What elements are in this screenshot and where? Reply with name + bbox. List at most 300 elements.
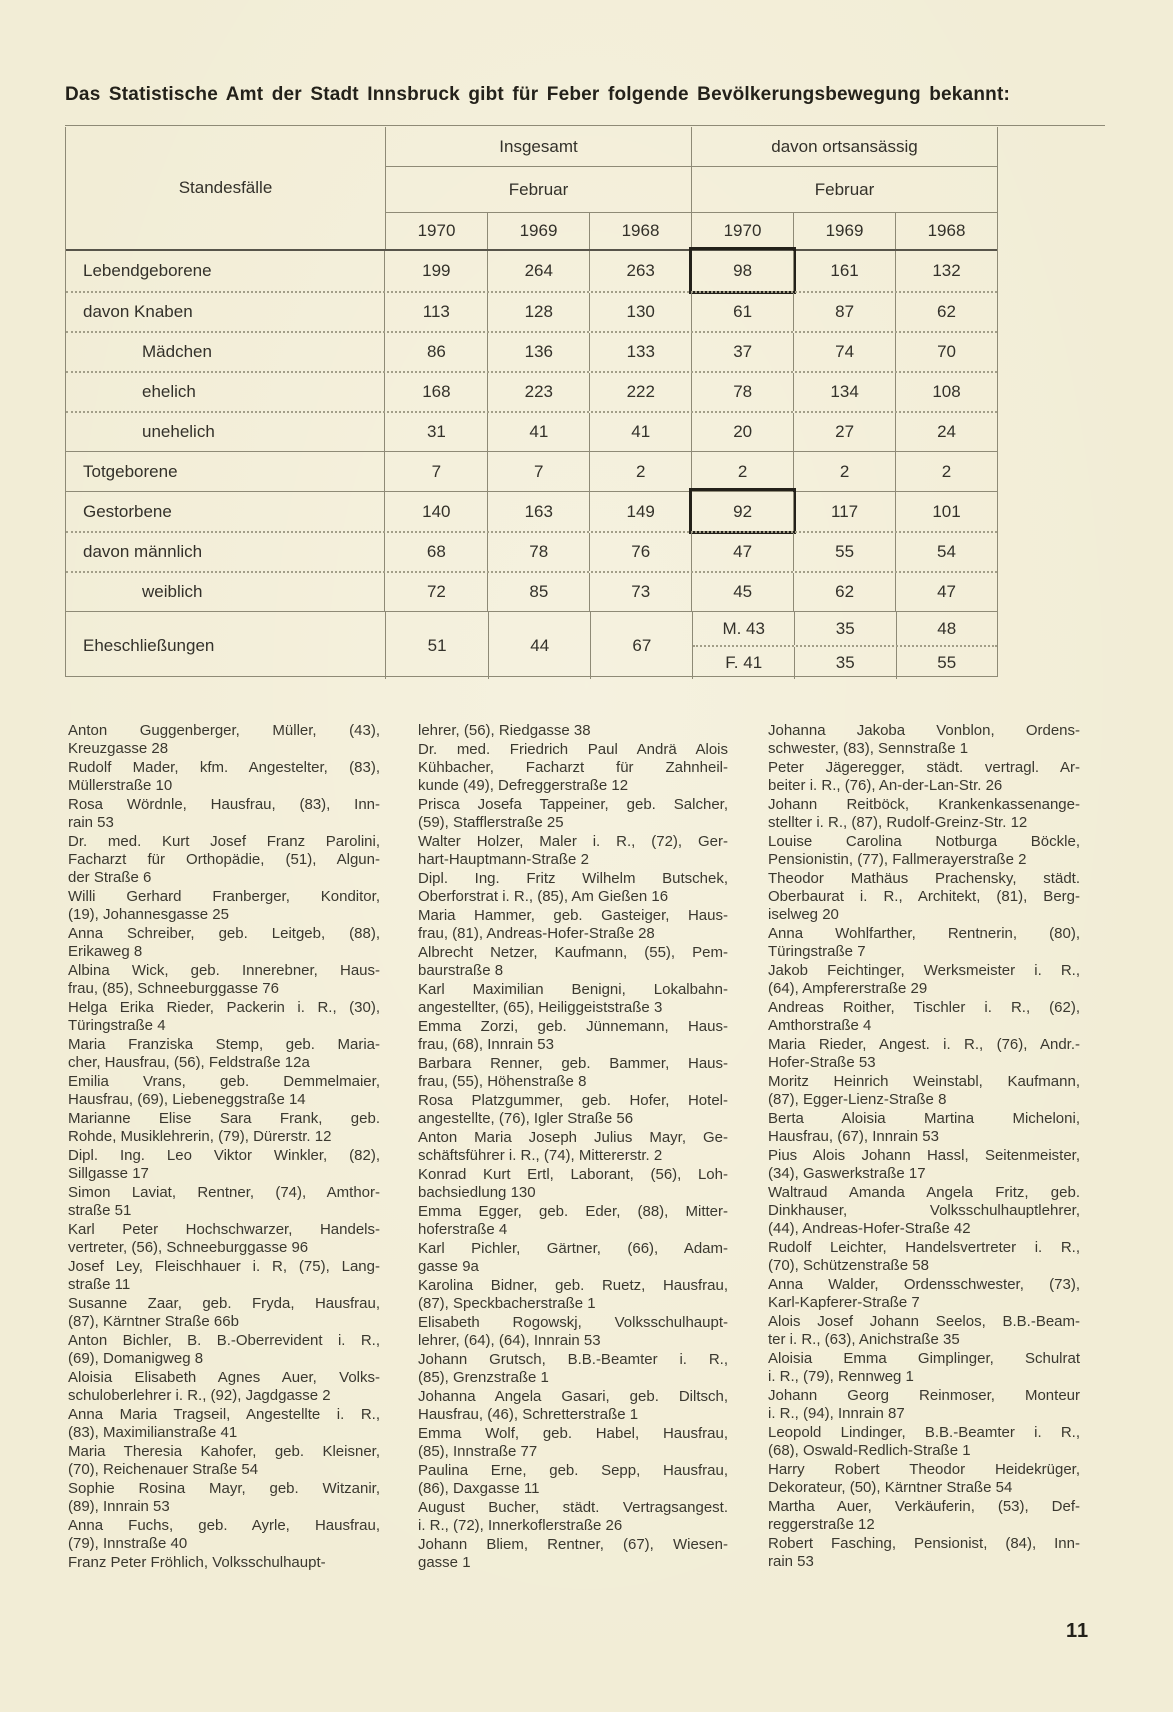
death-notice-line: Anna Schreiber, geb. Leitgeb, (88), [68, 925, 380, 942]
page-number: 11 [1066, 1620, 1090, 1642]
group-label: Insgesamt [386, 127, 691, 167]
death-notice-line: Maria Franziska Stemp, geb. Maria- [68, 1036, 380, 1053]
death-notice-line: ter i. R., (63), Anichstraße 35 [768, 1331, 960, 1348]
table-cell: 78 [487, 533, 589, 571]
death-notice-entry [418, 1018, 728, 1054]
death-notice-line: Andreas Roither, Tischler i. R., (62), [768, 999, 1080, 1016]
death-notice-entry [768, 1498, 1080, 1534]
death-notice-entry [68, 833, 380, 887]
table-cell: 2 [793, 452, 895, 491]
death-notice-line: (85), Grenzstraße 1 [418, 1369, 549, 1386]
death-notice-line: Emma Egger, geb. Eder, (88), Mitter- [418, 1203, 728, 1220]
death-notice-entry [68, 925, 380, 961]
death-notice-entry [68, 1110, 380, 1146]
table-cell: 45 [691, 573, 793, 611]
death-notice-entry [768, 999, 1080, 1035]
table-cell: 37 [691, 333, 793, 371]
death-notice-line: der Straße 6 [68, 869, 152, 886]
death-notice-entry [418, 1314, 728, 1350]
death-notice-line: Dinkhauser, Volksschulhauptlehrer, [768, 1202, 1080, 1219]
death-notice-line: gasse 1 [418, 1554, 471, 1571]
death-notice-entry [418, 1055, 728, 1091]
death-notice-line: Anna Maria Tragseil, Angestellte i. R., [68, 1406, 380, 1423]
death-notice-line: Maria Theresia Kahofer, geb. Kleisner, [68, 1443, 380, 1460]
death-notice-line: Pensionistin, (77), Fallmerayerstraße 2 [768, 851, 1027, 868]
table-cell: 27 [793, 413, 895, 451]
death-notice-line: Dipl. Ing. Fritz Wilhelm Butschek, [418, 870, 728, 887]
death-notice-line: kunde (49), Defreggerstraße 12 [418, 777, 629, 794]
death-notice-entry [68, 888, 380, 924]
death-notice-line: Aloisia Elisabeth Agnes Auer, Volks- [68, 1369, 380, 1386]
table-cell: 199 [422, 261, 451, 280]
death-notice-entry [768, 1073, 1080, 1109]
death-notice-entry [768, 1535, 1080, 1571]
table-cell: 161 [793, 251, 895, 291]
page-title: Das Statistische Amt der Stadt Innsbruck gibt für Feber folgende Bevölkerungsbewegung bekannt: [65, 84, 1010, 105]
death-notice-line: Albina Wick, geb. Innerebner, Haus- [68, 962, 380, 979]
death-notice-entry [768, 1276, 1080, 1312]
death-notice-line: Karl Maximilian Benigni, Lokalbahn- [418, 981, 728, 998]
death-notice-line: baurstraße 8 [418, 962, 504, 979]
table-cell: 62 [793, 573, 895, 611]
table-cell: 134 [793, 373, 895, 411]
group-sub-label: Februar [386, 167, 691, 213]
year-header-cell: 1970 [723, 221, 762, 240]
row-label: Mädchen [66, 333, 385, 371]
death-notice-entry [418, 741, 728, 795]
death-notice-line: Oberforstrat i. R., (85), Am Gießen 16 [418, 888, 669, 905]
group-label: davon ortsansässig [692, 127, 997, 167]
death-notice-line: August Bucher, städt. Vertragsangest. [418, 1499, 728, 1516]
table-cell: 31 [426, 422, 446, 441]
row-label: Totgeborene [66, 452, 385, 491]
death-notice-line: reggerstraße 12 [768, 1516, 875, 1533]
row-label: Gestorbene [66, 492, 385, 531]
death-notice-line: Franz Peter Fröhlich, Volksschulhaupt- [68, 1554, 326, 1571]
marriages-local-cells [692, 612, 997, 679]
table-cell: 48 [896, 612, 998, 645]
table-cell: 133 [589, 333, 691, 371]
table-cell: 2 [691, 452, 793, 491]
table-row [66, 251, 997, 291]
death-notice-entry [68, 1073, 380, 1109]
table-cell: 149 [589, 492, 691, 531]
death-notice-line: vertreter, (56), Schneeburggasse 96 [68, 1239, 309, 1256]
death-notice-line: (44), Andreas-Hofer-Straße 42 [768, 1220, 971, 1237]
table-cell: 41 [487, 413, 589, 451]
table-cell: 2 [589, 452, 691, 491]
table-cell: 35 [794, 647, 896, 679]
row-label: Eheschließungen [66, 612, 386, 679]
death-notice-line: Emma Wolf, geb. Habel, Hausfrau, [418, 1425, 728, 1442]
death-notice-entry [418, 796, 728, 832]
table-cell: 264 [487, 251, 589, 291]
table-row [66, 491, 997, 531]
marriages-subrow [693, 645, 997, 679]
death-notice-line: rain 53 [68, 814, 114, 831]
death-notice-entry [768, 870, 1080, 924]
death-notice-entry [768, 925, 1080, 961]
death-notice-entry [768, 1147, 1080, 1183]
group-sub-label: Februar [692, 167, 997, 213]
death-notice-entry [68, 1036, 380, 1072]
table-row [66, 411, 997, 451]
death-notice-line: Walter Holzer, Maler i. R., (72), Ger- [418, 833, 728, 850]
death-notice-line: Johann Georg Reinmoser, Monteur [768, 1387, 1080, 1404]
death-notice-entry [68, 1332, 380, 1368]
death-notice-line: Rudolf Mader, kfm. Angestelter, (83), [68, 759, 380, 776]
death-notice-entry [418, 722, 728, 740]
row-label: davon Knaben [66, 293, 385, 331]
death-notice-line: schäftsführer i. R., (74), Mittererstr. 2 [418, 1147, 663, 1164]
death-notice-line: i. R., (72), Innerkoflerstraße 26 [418, 1517, 623, 1534]
table-cell: 263 [589, 251, 691, 291]
death-notice-line: (70), Reichenauer Straße 54 [68, 1461, 259, 1478]
death-notice-line: Kühbacher, Facharzt für Zahnheil- [418, 759, 728, 776]
death-notice-line: Anna Fuchs, geb. Ayrle, Hausfrau, [68, 1517, 380, 1534]
death-notice-line: Sophie Rosina Mayr, geb. Witzanir, [68, 1480, 380, 1497]
death-notice-line: Willi Gerhard Franberger, Konditor, [68, 888, 380, 905]
table-cell: 55 [896, 647, 998, 679]
death-notice-line: Aloisia Emma Gimplinger, Schulrat [768, 1350, 1080, 1367]
death-notice-line: beiter i. R., (76), An-der-Lan-Str. 26 [768, 777, 1003, 794]
death-notice-entry [418, 1203, 728, 1239]
death-notice-line: i. R., (94), Innrain 87 [768, 1405, 905, 1422]
table-cell: M. 43 [722, 618, 765, 638]
death-notice-line: Kreuzgasse 28 [68, 740, 169, 757]
death-notice-entry [418, 1351, 728, 1387]
death-notice-line: Türingstraße 7 [768, 943, 866, 960]
death-notice-entry [68, 1258, 380, 1294]
death-notice-line: Rosa Platzgummer, geb. Hofer, Hotel- [418, 1092, 728, 1109]
death-notice-line: Dipl. Ing. Leo Viktor Winkler, (82), [68, 1147, 380, 1164]
table-body [66, 249, 997, 611]
death-notice-line: Louise Carolina Notburga Böckle, [768, 833, 1080, 850]
table-cell: 47 [895, 573, 997, 611]
death-notice-entry [68, 796, 380, 832]
death-notice-line: Harry Robert Theodor Heidekrüger, [768, 1461, 1080, 1478]
table-cell: 223 [487, 373, 589, 411]
death-notice-line: Rohde, Musiklehrerin, (79), Dürerstr. 12 [68, 1128, 332, 1145]
death-notice-line: Johann Reitböck, Krankenkassenange- [768, 796, 1080, 813]
death-notice-line: (34), Gaswerkstraße 17 [768, 1165, 926, 1182]
death-notice-line: Barbara Renner, geb. Bammer, Haus- [418, 1055, 728, 1072]
death-notice-entry [768, 1350, 1080, 1386]
death-notice-entry [418, 1425, 728, 1461]
table-cell: F. 41 [725, 653, 763, 673]
table-cell: 140 [422, 501, 451, 521]
death-notice-line: Maria Hammer, geb. Gasteiger, Haus- [418, 907, 728, 924]
necrology-column-1 [68, 722, 380, 1573]
table-cell: 163 [487, 492, 589, 531]
death-notice-entry [418, 1277, 728, 1313]
table-cell: 85 [487, 573, 589, 611]
table-cell: 47 [691, 533, 793, 571]
death-notice-line: Johanna Jakoba Vonblon, Ordens- [768, 722, 1080, 739]
death-notice-line: (79), Innstraße 40 [68, 1535, 188, 1552]
death-notice-entry [68, 1443, 380, 1479]
death-notice-line: Peter Jägeregger, städt. vertragl. Ar- [768, 759, 1080, 776]
death-notice-entry [418, 1536, 728, 1572]
table-cell: 98 [691, 251, 793, 291]
table-cell: 72 [426, 582, 446, 601]
death-notice-entry [68, 1480, 380, 1516]
death-notice-line: gasse 9a [418, 1258, 479, 1275]
death-notice-line: straße 11 [68, 1276, 131, 1293]
death-notice-line: Emilia Vrans, geb. Demmelmaier, [68, 1073, 380, 1090]
table-cell: 113 [422, 302, 450, 321]
death-notice-line: Robert Fasching, Pensionist, (84), Inn- [768, 1535, 1080, 1552]
death-notice-line: (68), Oswald-Redlich-Straße 1 [768, 1442, 971, 1459]
death-notice-entry [768, 759, 1080, 795]
table-cell: 130 [589, 293, 691, 331]
table-cell: 74 [793, 333, 895, 371]
death-notice-line: Rosa Wördnle, Hausfrau, (83), Inn- [68, 796, 380, 813]
death-notice-line: iselweg 20 [768, 906, 839, 923]
death-notice-line: Prisca Josefa Tappeiner, geb. Salcher, [418, 796, 728, 813]
table-cell: 86 [426, 342, 446, 361]
table-row [66, 291, 997, 331]
death-notice-entry [418, 1499, 728, 1535]
death-notice-line: Albrecht Netzer, Kaufmann, (55), Pem- [418, 944, 728, 961]
death-notice-line: (64), Ampfererstraße 29 [768, 980, 928, 997]
year-header-cell: 1969 [793, 213, 895, 249]
table-row [66, 531, 997, 571]
table-cell: 55 [793, 533, 895, 571]
table-cell: 7 [487, 452, 589, 491]
death-notice-line: Hausfrau, (67), Innrain 53 [768, 1128, 939, 1145]
table-cell: 78 [691, 373, 793, 411]
death-notice-entry [768, 1424, 1080, 1460]
death-notice-line: Pius Alois Johann Hassl, Seitenmeister, [768, 1147, 1080, 1164]
table-cell: 136 [487, 333, 589, 371]
death-notice-line: (86), Daxgasse 11 [418, 1480, 540, 1497]
necrology-column-3 [768, 722, 1080, 1572]
death-notice-entry [768, 1461, 1080, 1497]
death-notice-entry [418, 833, 728, 869]
table-cell: 62 [895, 293, 997, 331]
table-cell: 222 [589, 373, 691, 411]
death-notice-line: Waltraud Amanda Angela Fritz, geb. [768, 1184, 1080, 1201]
death-notice-line: (89), Innrain 53 [68, 1498, 170, 1515]
death-notice-line: Rudolf Leichter, Handelsvertreter i. R., [768, 1239, 1080, 1256]
death-notice-line: Susanne Zaar, geb. Fryda, Hausfrau, [68, 1295, 380, 1312]
death-notice-entry [68, 1554, 380, 1572]
death-notice-entry [768, 796, 1080, 832]
death-notice-line: Anton Bichler, B. B.-Oberrevident i. R., [68, 1332, 380, 1349]
table-cell: 68 [426, 542, 446, 561]
death-notice-line: bachsiedlung 130 [418, 1184, 536, 1201]
table-cell: 44 [488, 612, 590, 679]
table-cell: 67 [590, 612, 692, 679]
death-notice-line: Leopold Lindinger, B.B.-Beamter i. R., [768, 1424, 1080, 1441]
death-notice-line: Dr. med. Kurt Josef Franz Parolini, [68, 833, 380, 850]
death-notice-line: Emma Zorzi, geb. Jünnemann, Haus- [418, 1018, 728, 1035]
death-notice-line: Moritz Heinrich Weinstabl, Kaufmann, [768, 1073, 1080, 1090]
death-notice-line: Anna Wohlfarther, Rentnerin, (80), [768, 925, 1080, 942]
table-cell: 168 [422, 382, 451, 401]
death-notice-entry [418, 981, 728, 1017]
death-notice-line: Elisabeth Rogowskj, Volksschulhaupt- [418, 1314, 728, 1331]
table-cell: 70 [895, 333, 997, 371]
death-notice-entry [68, 1184, 380, 1220]
death-notice-entry [68, 759, 380, 795]
death-notice-entry [68, 1369, 380, 1405]
title-rule [65, 125, 1105, 126]
death-notice-line: Alois Josef Johann Seelos, B.B.-Beam- [768, 1313, 1080, 1330]
death-notice-line: Facharzt für Orthopädie, (51), Algun- [68, 851, 380, 868]
death-notice-entry [418, 1166, 728, 1202]
death-notice-line: Johann Bliem, Rentner, (67), Wiesen- [418, 1536, 728, 1553]
death-notice-line: Karl Peter Hochschwarzer, Handels- [68, 1221, 380, 1238]
death-notice-line: (87), Egger-Lienz-Straße 8 [768, 1091, 947, 1108]
death-notice-line: Konrad Kurt Ertl, Laborant, (56), Loh- [418, 1166, 728, 1183]
death-notice-entry [418, 1240, 728, 1276]
death-notice-entry [418, 944, 728, 980]
table-header-group [691, 127, 997, 249]
table-cell: 108 [895, 373, 997, 411]
death-notice-line: Johanna Angela Gasari, geb. Diltsch, [418, 1388, 728, 1405]
death-notice-line: frau, (55), Höhenstraße 8 [418, 1073, 587, 1090]
death-notice-line: Hausfrau, (46), Schretterstraße 1 [418, 1406, 639, 1423]
death-notice-line: Müllerstraße 10 [68, 777, 173, 794]
death-notice-line: lehrer, (56), Riedgasse 38 [418, 722, 591, 739]
death-notice-entry [68, 1517, 380, 1553]
table-cell: 92 [691, 492, 793, 531]
death-notice-line: Marianne Elise Sara Frank, geb. [68, 1110, 380, 1127]
death-notice-line: Berta Aloisia Martina Micheloni, [768, 1110, 1080, 1127]
death-notice-line: (69), Domanigweg 8 [68, 1350, 204, 1367]
death-notice-entry [418, 1388, 728, 1424]
death-notice-line: i. R., (79), Rennweg 1 [768, 1368, 914, 1385]
death-notice-entry [768, 1239, 1080, 1275]
death-notice-line: (87), Speckbacherstraße 1 [418, 1295, 596, 1312]
table-header-groups [386, 127, 997, 249]
table-cell: 35 [794, 612, 896, 645]
death-notice-entry [768, 722, 1080, 758]
table-cell: 41 [589, 413, 691, 451]
death-notice-entry [68, 1406, 380, 1442]
death-notice-line: Türingstraße 4 [68, 1017, 166, 1034]
table-cell: 117 [793, 492, 895, 531]
table-cell: 101 [895, 492, 997, 531]
death-notice-line: lehrer, (64), (64), Innrain 53 [418, 1332, 601, 1349]
death-notice-entry [768, 1313, 1080, 1349]
death-notice-entry [68, 999, 380, 1035]
death-notice-line: Hausfrau, (69), Liebeneggstraße 14 [68, 1091, 306, 1108]
table-row [66, 451, 997, 491]
death-notice-entry [68, 1295, 380, 1331]
table-cell: 7 [431, 461, 442, 481]
death-notice-line: Dekorateur, (50), Kärntner Straße 54 [768, 1479, 1013, 1496]
death-notice-line: Johann Grutsch, B.B.-Beamter i. R., [418, 1351, 728, 1368]
death-notice-entry [768, 833, 1080, 869]
death-notice-line: (85), Innstraße 77 [418, 1443, 538, 1460]
table-row [66, 371, 997, 411]
death-notice-line: schwester, (83), Sennstraße 1 [768, 740, 969, 757]
necrology-column-2 [418, 722, 728, 1573]
table-cell: 20 [691, 413, 793, 451]
year-header-cell: 1970 [417, 221, 456, 240]
death-notice-line: Dr. med. Friedrich Paul Andrä Alois [418, 741, 728, 758]
table-cell: 61 [691, 293, 793, 331]
death-notice-line: Martha Auer, Verkäuferin, (53), Def- [768, 1498, 1080, 1515]
death-notice-line: (59), Stafflerstraße 25 [418, 814, 564, 831]
death-notice-line: Sillgasse 17 [68, 1165, 149, 1182]
table-cell: 73 [589, 573, 691, 611]
death-notice-entry [418, 870, 728, 906]
row-label: Lebendgeborene [66, 251, 385, 291]
death-notice-line: Anton Maria Joseph Julius Mayr, Ge- [418, 1129, 728, 1146]
statistics-table [65, 127, 998, 677]
death-notice-line: cher, Hausfrau, (56), Feldstraße 12a [68, 1054, 310, 1071]
year-header-cell: 1968 [589, 213, 691, 249]
death-notice-line: (70), Schützenstraße 58 [768, 1257, 929, 1274]
death-notice-entry [768, 1184, 1080, 1238]
death-notice-entry [768, 1036, 1080, 1072]
year-header-row [386, 213, 691, 249]
death-notice-line: (19), Johannesgasse 25 [68, 906, 229, 923]
death-notice-line: Karl Pichler, Gärtner, (66), Adam- [418, 1240, 728, 1257]
death-notice-line: Oberbaurat i. R., Architekt, (81), Berg- [768, 888, 1080, 905]
marriages-subrow [693, 612, 997, 645]
table-cell: 24 [895, 413, 997, 451]
death-notice-line: frau, (68), Innrain 53 [418, 1036, 554, 1053]
table-row [66, 331, 997, 371]
table-cell: 2 [895, 452, 997, 491]
row-label: unehelich [66, 413, 385, 451]
table-cell: 76 [589, 533, 691, 571]
death-notice-line: Amthorstraße 4 [768, 1017, 872, 1034]
death-notice-line: Paulina Erne, geb. Sepp, Hausfrau, [418, 1462, 728, 1479]
death-notice-line: stellter i. R., (87), Rudolf-Greinz-Str. 12 [768, 814, 1028, 831]
table-header-standesfaelle: Standesfälle [66, 127, 386, 249]
death-notice-line: hart-Hauptmann-Straße 2 [418, 851, 589, 868]
death-notice-entry [768, 1110, 1080, 1146]
death-notice-line: Anna Walder, Ordensschwester, (73), [768, 1276, 1080, 1293]
death-notice-line: Theodor Mathäus Prachensky, städt. [768, 870, 1080, 887]
death-notice-line: Josef Ley, Fleischhauer i. R, (75), Lang- [68, 1258, 380, 1275]
table-marriages-row [66, 611, 997, 679]
death-notice-line: Jakob Feichtinger, Werksmeister i. R., [768, 962, 1080, 979]
death-notice-entry [418, 1092, 728, 1128]
death-notice-line: Karl-Kapferer-Straße 7 [768, 1294, 920, 1311]
death-notice-line: Karolina Bidner, geb. Ruetz, Hausfrau, [418, 1277, 728, 1294]
row-label: weiblich [66, 573, 385, 611]
death-notice-line: rain 53 [768, 1553, 814, 1570]
death-notice-line: angestellter, (65), Heiliggeiststraße 3 [418, 999, 663, 1016]
death-notice-entry [418, 1462, 728, 1498]
row-label: ehelich [66, 373, 385, 411]
death-notice-entry [418, 907, 728, 943]
table-row [66, 571, 997, 611]
table-cell: 87 [793, 293, 895, 331]
death-notice-line: Hofer-Straße 53 [768, 1054, 876, 1071]
death-notice-line: Erikaweg 8 [68, 943, 143, 960]
table-header [66, 127, 997, 249]
row-label: davon männlich [66, 533, 385, 571]
death-notice-entry [418, 1129, 728, 1165]
death-notice-entry [68, 1147, 380, 1183]
year-header-row [692, 213, 997, 249]
death-notice-line: Simon Laviat, Rentner, (74), Amthor- [68, 1184, 380, 1201]
death-notice-line: schuloberlehrer i. R., (92), Jagdgasse 2 [68, 1387, 331, 1404]
year-header-cell: 1968 [895, 213, 997, 249]
death-notice-line: Maria Rieder, Angest. i. R., (76), Andr.- [768, 1036, 1080, 1053]
death-notice-entry [68, 962, 380, 998]
death-notice-line: (87), Kärntner Straße 66b [68, 1313, 239, 1330]
death-notice-line: angestellte, (76), Igler Straße 56 [418, 1110, 634, 1127]
